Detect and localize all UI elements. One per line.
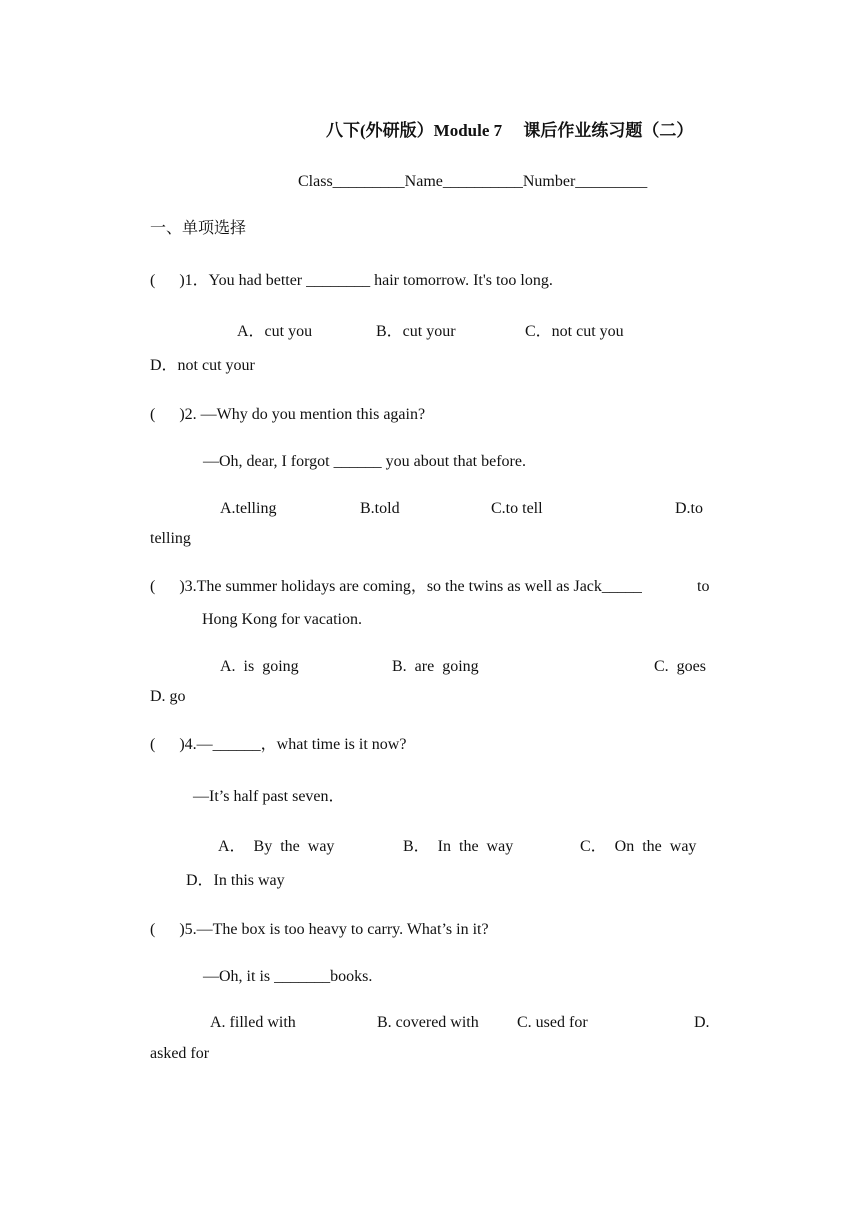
- question-4-option-c: C． On the way: [580, 838, 697, 855]
- question-2-option-a: A.telling: [220, 500, 277, 517]
- question-2-option-d: D.to: [675, 500, 703, 517]
- question-5-option-d-wrap: asked for: [150, 1045, 210, 1062]
- question-1-option-b: B．cut your: [376, 323, 456, 340]
- question-2-option-c: C.to tell: [491, 500, 543, 517]
- question-3-stem-continued: Hong Kong for vacation.: [202, 611, 362, 628]
- section-heading: 一、单项选择: [150, 220, 247, 237]
- question-4-option-d: D．In this way: [186, 872, 285, 889]
- question-2-option-d-wrap: telling: [150, 530, 191, 547]
- question-4-reply: —It’s half past seven．: [193, 788, 345, 805]
- question-5-reply: —Oh, it is _______books.: [203, 968, 373, 985]
- question-4-option-a: A． By the way: [218, 838, 335, 855]
- question-3-stem-tail: to: [697, 578, 710, 595]
- student-info-line: Class_________Name__________Number_________: [298, 173, 648, 190]
- question-5-option-c: C. used for: [517, 1014, 588, 1031]
- question-5-option-b: B. covered with: [377, 1014, 479, 1031]
- question-3-option-c: C. goes: [654, 658, 706, 675]
- question-4-option-b: B． In the way: [403, 838, 514, 855]
- question-2-stem: ( )2. —Why do you mention this again?: [150, 406, 426, 423]
- question-5-option-a: A. filled with: [210, 1014, 296, 1031]
- question-3-option-d: D. go: [150, 688, 186, 705]
- question-3-option-a: A. is going: [220, 658, 299, 675]
- question-3-option-b: B. are going: [392, 658, 479, 675]
- question-1-option-d: D．not cut your: [150, 357, 255, 374]
- question-1-stem: ( )1．You had better ________ hair tomorrow. It's too long.: [150, 272, 553, 289]
- question-2-reply: —Oh, dear, I forgot ______ you about that before.: [203, 453, 526, 470]
- question-5-stem: ( )5.—The box is too heavy to carry. What’s in it?: [150, 921, 489, 938]
- question-2-option-b: B.told: [360, 500, 400, 517]
- page-title: 八下(外研版）Module 7 课后作业练习题（二）: [326, 121, 694, 140]
- question-5-option-d: D.: [694, 1014, 710, 1031]
- question-3-stem: ( )3.The summer holidays are coming，so the twins as well as Jack_____: [150, 578, 642, 595]
- question-4-stem: ( )4.—______，what time is it now?: [150, 736, 407, 753]
- question-1-option-a: A．cut you: [237, 323, 313, 340]
- question-1-option-c: C．not cut you: [525, 323, 624, 340]
